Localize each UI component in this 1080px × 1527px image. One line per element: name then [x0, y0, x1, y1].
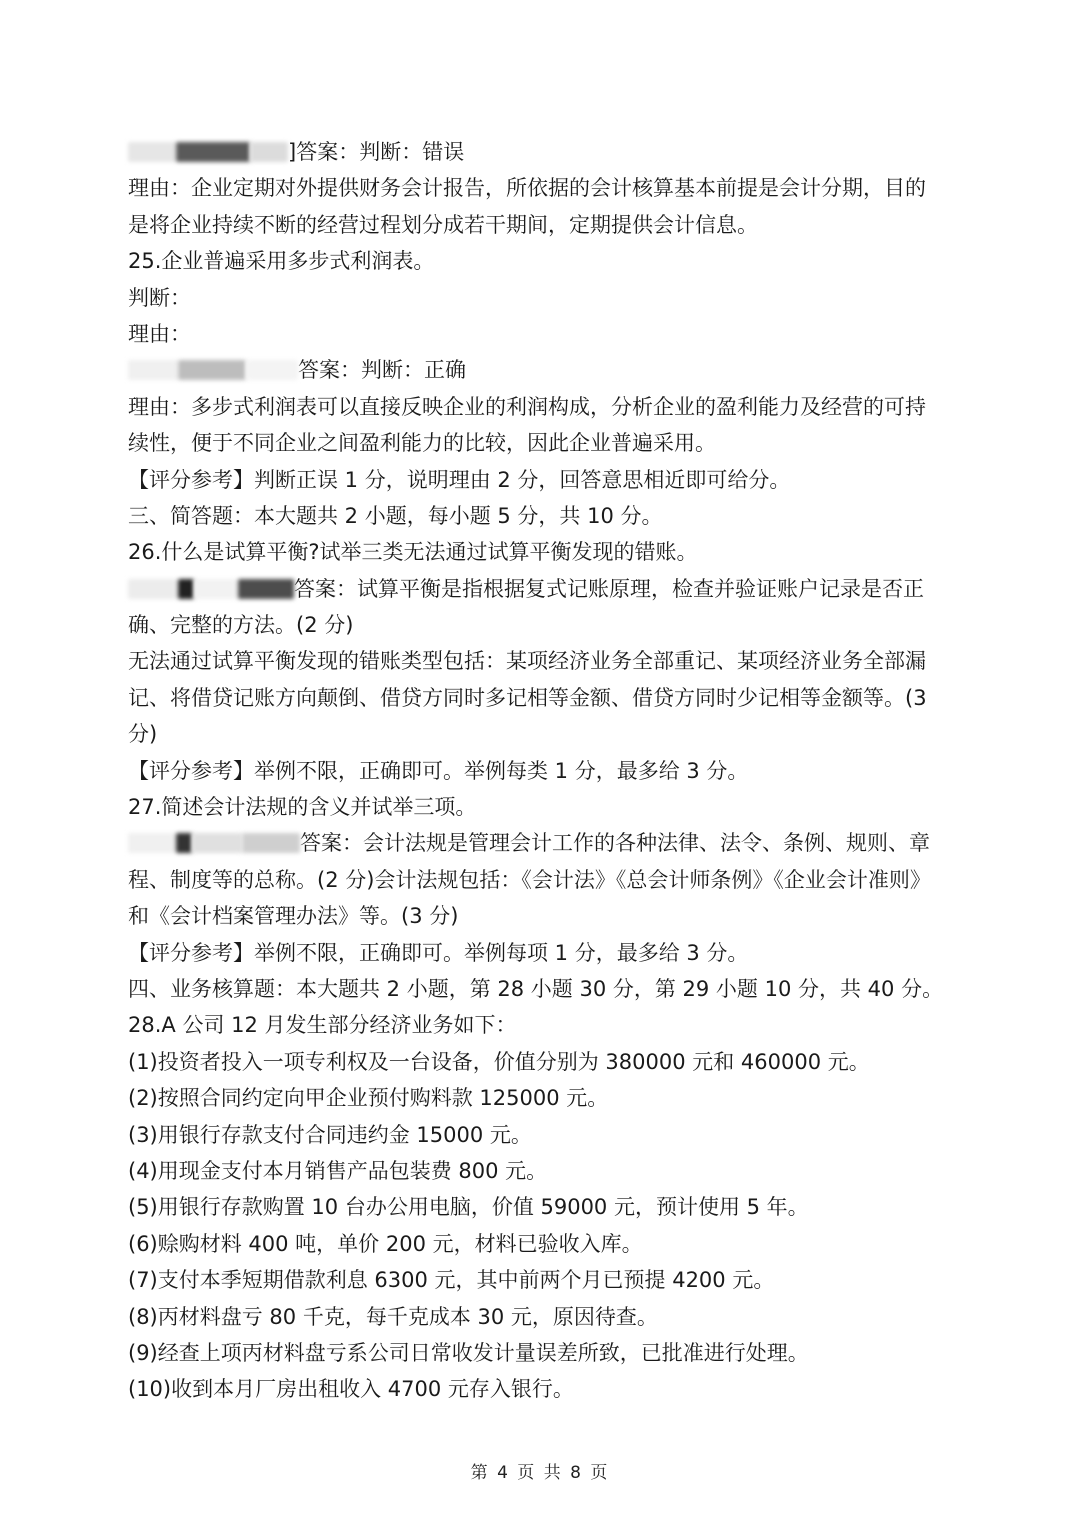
- redacted-mark: [128, 360, 178, 380]
- redacted-mark: [242, 833, 300, 853]
- page-number: 第 4 页 共 8 页: [470, 1463, 610, 1483]
- scoring-note: 【评分参考】举例不限，正确即可。举例每类 1 分，最多给 3 分。: [128, 758, 749, 783]
- text-line: 分): [128, 722, 158, 747]
- text-line: 记、将借贷记账方向颠倒、借贷方同时多记相等金额、借贷方同时少记相等金额等。(3: [128, 685, 927, 710]
- answer-line-27: 答案：会计法规是管理会计工作的各种法律、法令、条例、规则、章: [128, 825, 958, 861]
- business-item: (6)赊购材料 400 吨，单价 200 元，材料已验收入库。: [128, 1231, 643, 1256]
- text-line: 无法通过试算平衡发现的错账类型包括：某项经济业务全部重记、某项经济业务全部漏: [128, 649, 926, 674]
- redacted-mark: [128, 833, 176, 853]
- answer-line-25: 答案：判断：正确: [128, 352, 958, 388]
- text-line: 和《会计档案管理办法》等。(3 分): [128, 904, 459, 929]
- business-item: (4)用现金支付本月销售产品包装费 800 元。: [128, 1158, 548, 1183]
- redacted-mark: [238, 579, 294, 599]
- section-heading: 四、业务核算题：本大题共 2 小题，第 28 小题 30 分，第 29 小题 10 分，共 40 分。: [128, 976, 944, 1001]
- redacted-mark: [178, 579, 194, 599]
- answer-line-24: ]答案：判断：错误: [128, 134, 958, 170]
- redacted-mark: [246, 360, 298, 380]
- redacted-mark: [176, 142, 250, 162]
- answer-line-26: 答案：试算平衡是指根据复式记账原理，检查并验证账户记录是否正: [128, 571, 958, 607]
- question-28: 28.A 公司 12 月发生部分经济业务如下：: [128, 1013, 517, 1038]
- text-line: 理由：企业定期对外提供财务会计报告，所依据的会计核算基本前提是会计分期，目的: [128, 176, 926, 201]
- question-27: 27.简述会计法规的含义并试举三项。: [128, 795, 477, 820]
- redacted-mark: [250, 142, 288, 162]
- text-line: 是将企业持续不断的经营过程划分成若干期间，定期提供会计信息。: [128, 212, 758, 237]
- business-item: (7)支付本季短期借款利息 6300 元，其中前两个月已预提 4200 元。: [128, 1268, 775, 1293]
- business-item: (8)丙材料盘亏 80 千克，每千克成本 30 元，原因待查。: [128, 1304, 658, 1329]
- scoring-note: 【评分参考】举例不限，正确即可。举例每项 1 分，最多给 3 分。: [128, 940, 749, 965]
- redacted-mark: [194, 579, 238, 599]
- business-item: (3)用银行存款支付合同违约金 15000 元。: [128, 1122, 532, 1147]
- text-line: 理由：: [128, 321, 191, 346]
- text-line: 续性，便于不同企业之间盈利能力的比较，因此企业普遍采用。: [128, 431, 716, 456]
- question-26: 26.什么是试算平衡?试举三类无法通过试算平衡发现的错账。: [128, 540, 698, 565]
- redacted-mark: [128, 142, 176, 162]
- business-item: (9)经查上项丙材料盘亏系公司日常收发计量误差所致，已批准进行处理。: [128, 1340, 809, 1365]
- business-item: (10)收到本月厂房出租收入 4700 元存入银行。: [128, 1377, 574, 1402]
- document-body: [128, 134, 958, 1408]
- scoring-note: 【评分参考】判断正误 1 分，说明理由 2 分，回答意思相近即可给分。: [128, 467, 791, 492]
- business-item: (1)投资者投入一项专利权及一台设备，价值分别为 380000 元和 460000 元。: [128, 1049, 870, 1074]
- redacted-mark: [176, 833, 192, 853]
- text-line: 理由：多步式利润表可以直接反映企业的利润构成，分析企业的盈利能力及经营的可持: [128, 394, 926, 419]
- section-heading: 三、简答题：本大题共 2 小题，每小题 5 分，共 10 分。: [128, 503, 663, 528]
- question-25: 25.企业普遍采用多步式利润表。: [128, 249, 435, 274]
- text-line: 判断：: [128, 285, 191, 310]
- business-item: (5)用银行存款购置 10 台办公用电脑，价值 59000 元，预计使用 5 年。: [128, 1195, 809, 1220]
- text-line: 程、制度等的总称。(2 分)会计法规包括：《会计法》《总会计师条例》《企业会计准则》: [128, 867, 931, 892]
- text-line: 确、完整的方法。(2 分): [128, 613, 354, 638]
- business-item: (2)按照合同约定向甲企业预付购料款 125000 元。: [128, 1086, 609, 1111]
- redacted-mark: [192, 833, 242, 853]
- redacted-mark: [128, 579, 178, 599]
- redacted-mark: [178, 360, 246, 380]
